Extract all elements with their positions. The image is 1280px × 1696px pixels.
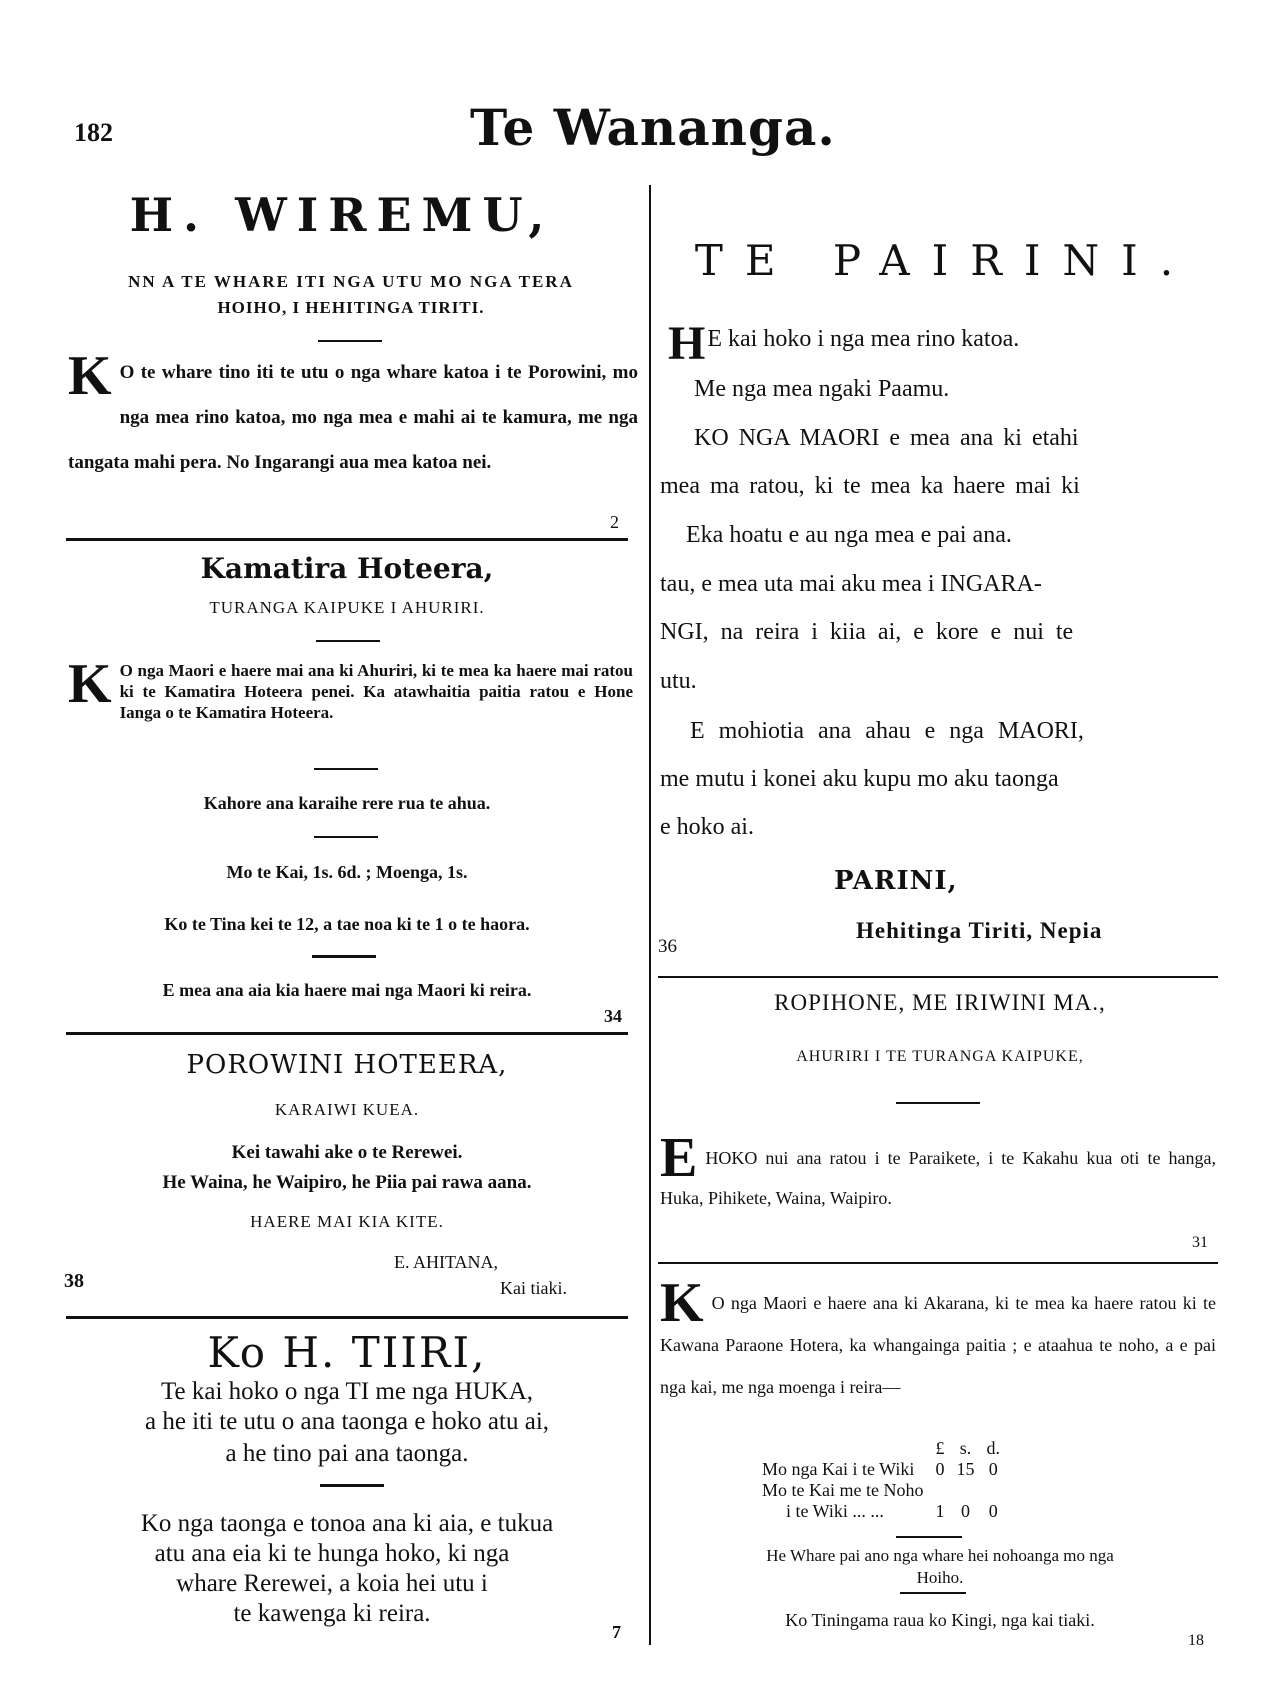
ropihone-subtitle: AHURIRI I TE TURANGA KAIPUKE,	[796, 1048, 1084, 1065]
ad-number: 2	[610, 512, 619, 532]
pairini-line-3: KO NGA MAORI e mea ana ki etahi	[694, 425, 1079, 451]
tiiri-para-2: atu ana eia ki te hunga hoko, ki nga	[154, 1540, 510, 1567]
porowini-subtitle: KARAIWI KUEA.	[274, 1100, 420, 1119]
ropihone-heading: ROPIHONE, ME IRIWINI MA.,	[774, 990, 1106, 1015]
price-pounds: 0	[935, 1459, 945, 1479]
wiremu-heading: H. WIREMU,	[129, 188, 555, 242]
ad-number: 34	[604, 1006, 622, 1026]
porowini-heading: POROWINI HOTEERA,	[186, 1050, 508, 1080]
pairini-line-9: E mohiotia ana ahau e nga MAORI,	[690, 718, 1084, 744]
kamatira-body-text: O nga Maori e haere mai ana ki Ahuriri, ki te mea ka haere mai ratou ki te Kamatira Hoteera penei. Ka atawhaitia paitia ratou e Hone Ianga o te Kamatira Hoteera.	[119, 661, 633, 722]
price-shillings	[950, 1480, 980, 1501]
price-header-pence: d.	[986, 1438, 1000, 1458]
ropihone-body	[660, 1127, 1216, 1218]
pairini-line-1-text: E kai hoko i nga mea rino katoa.	[707, 326, 1020, 352]
divider-short	[320, 1484, 384, 1487]
wiremu-body-text: O te whare tino iti te utu o nga whare katoa i te Porowini, mo nga mea rino katoa, mo nga mea e mahi ai te kamura, me nga tangata mahi pera. No Ingarangi aua mea katoa nei.	[68, 362, 638, 473]
pairini-sign-name: PARINI,	[834, 866, 958, 896]
ad-number: 31	[1192, 1234, 1208, 1251]
page-number: 182	[74, 118, 113, 147]
pairini-line-6: tau, e mea uta mai aku mea i INGARA-	[660, 571, 1042, 597]
column-divider	[649, 185, 651, 1645]
akarana-body-text: O nga Maori e haere ana ki Akarana, ki te mea ka haere ratou ki te Kawana Paraone Hotera, ka whangainga paitia ; e ataahua te noho, a e pai nga kai, me nga moenga i reira—	[660, 1293, 1216, 1397]
kamatira-line-3: Ko te Tina kei te 12, a tae noa ki te 1 o te haora.	[164, 914, 530, 934]
tiiri-para-4: te kawenga ki reira.	[233, 1600, 431, 1627]
drop-cap: K	[68, 345, 112, 407]
price-header-shillings: s.	[959, 1438, 972, 1458]
kamatira-line-2: Mo te Kai, 1s. 6d. ; Moenga, 1s.	[226, 862, 468, 882]
price-row	[756, 1480, 1006, 1501]
price-pounds	[929, 1480, 950, 1501]
tiiri-heading: Ko H. TIIRI,	[207, 1328, 487, 1377]
drop-cap: K	[68, 653, 112, 715]
price-label: i te Wiki ... ...	[786, 1501, 884, 1521]
ropihone-body-text: HOKO nui ana ratou i te Paraikete, i te Kakahu kua oti te hanga, Huka, Pihikete, Waina, Waipiro.	[660, 1148, 1216, 1208]
akarana-line-2: Hoiho.	[916, 1568, 964, 1587]
section-rule	[658, 1262, 1218, 1264]
tiiri-line-3: a he tino pai ana taonga.	[225, 1440, 469, 1467]
kamatira-subtitle: TURANGA KAIPUKE I AHURIRI.	[209, 598, 485, 617]
pairini-line-1	[668, 317, 1228, 370]
price-table	[756, 1438, 1006, 1522]
akarana-line-1: He Whare pai ano nga whare hei nohoanga mo nga	[766, 1546, 1114, 1565]
price-pounds: 1	[935, 1501, 945, 1521]
divider-short	[896, 1102, 980, 1104]
porowini-sign-title: Kai tiaki.	[500, 1278, 567, 1298]
price-pence	[980, 1480, 1006, 1501]
divider-short	[316, 640, 380, 642]
tiiri-para-1: Ko nga taonga e tonoa ana ki aia, e tukua	[140, 1510, 554, 1537]
ad-number: 18	[1188, 1632, 1204, 1649]
divider-short	[318, 340, 382, 342]
porowini-line-2: He Waina, he Waipiro, he Piia pai rawa aana.	[162, 1172, 532, 1193]
tiiri-line-2: a he iti te utu o ana taonga e hoko atu ai,	[144, 1408, 550, 1435]
pairini-sign-place: Hehitinga Tiriti, Nepia	[856, 918, 1103, 943]
kamatira-line-4: E mea ana aia kia haere mai nga Maori ki reira.	[162, 980, 532, 1000]
price-pence: 0	[988, 1459, 998, 1479]
price-label: Mo te Kai me te Noho	[762, 1480, 924, 1500]
drop-cap: H	[668, 317, 706, 370]
divider-short	[314, 836, 378, 838]
akarana-body	[660, 1272, 1216, 1408]
price-pence: 0	[988, 1501, 998, 1521]
tiiri-para-3: whare Rerewei, a koia hei utu i	[176, 1570, 488, 1597]
price-label: Mo nga Kai i te Wiki	[762, 1459, 915, 1479]
pairini-line-8: utu.	[660, 668, 697, 694]
pairini-line-5: Eka hoatu e au nga mea e pai ana.	[686, 522, 1012, 548]
pairini-line-2: Me nga mea ngaki Paamu.	[694, 376, 950, 402]
wiremu-subtitle-1: NN A TE WHARE ITI NGA UTU MO NGA TERA	[128, 272, 574, 291]
pairini-line-7: NGI, na reira i kiia ai, e kore e nui te	[660, 619, 1074, 645]
kamatira-line-1: Kahore ana karaihe rere rua te ahua.	[203, 793, 491, 813]
kamatira-body	[68, 653, 633, 723]
akarana-line-3: Ko Tiningama raua ko Kingi, nga kai tiaki.	[785, 1610, 1095, 1630]
porowini-line-1: Kei tawahi ake o te Rerewei.	[231, 1142, 463, 1163]
price-header-pounds: £	[935, 1438, 945, 1458]
section-rule	[900, 1592, 966, 1594]
pairini-line-10: me mutu i konei aku kupu mo aku taonga	[660, 766, 1059, 792]
section-rule	[658, 976, 1218, 978]
newspaper-title: Te Wananga.	[470, 98, 836, 157]
section-rule	[66, 538, 628, 541]
porowini-line-3: HAERE MAI KIA KITE.	[250, 1212, 444, 1231]
ad-number: 36	[658, 936, 677, 957]
divider-short	[312, 955, 376, 958]
kamatira-heading: Kamatira Hoteera,	[200, 552, 494, 585]
tiiri-line-1: Te kai hoko o nga TI me nga HUKA,	[160, 1378, 533, 1405]
price-row	[756, 1459, 1006, 1480]
divider-short	[896, 1536, 962, 1538]
section-rule	[66, 1316, 628, 1319]
section-rule	[66, 1032, 628, 1035]
price-shillings: 15	[956, 1459, 975, 1479]
ad-number: 7	[612, 1622, 621, 1642]
pairini-line-11: e hoko ai.	[660, 814, 754, 840]
wiremu-body	[68, 345, 638, 485]
price-row	[756, 1501, 1006, 1522]
wiremu-subtitle-2: HOIHO, I HEHITINGA TIRITI.	[217, 298, 485, 317]
divider-short	[314, 768, 378, 770]
pairini-heading: TE PAIRINI.	[694, 236, 1196, 285]
pairini-line-4: mea ma ratou, ki te mea ka haere mai ki	[660, 473, 1080, 499]
porowini-sign-name: E. AHITANA,	[394, 1252, 499, 1272]
ad-number: 38	[64, 1270, 84, 1292]
price-header-row	[756, 1438, 1006, 1459]
drop-cap: K	[660, 1272, 704, 1334]
price-shillings: 0	[960, 1501, 970, 1521]
drop-cap: E	[660, 1127, 698, 1189]
